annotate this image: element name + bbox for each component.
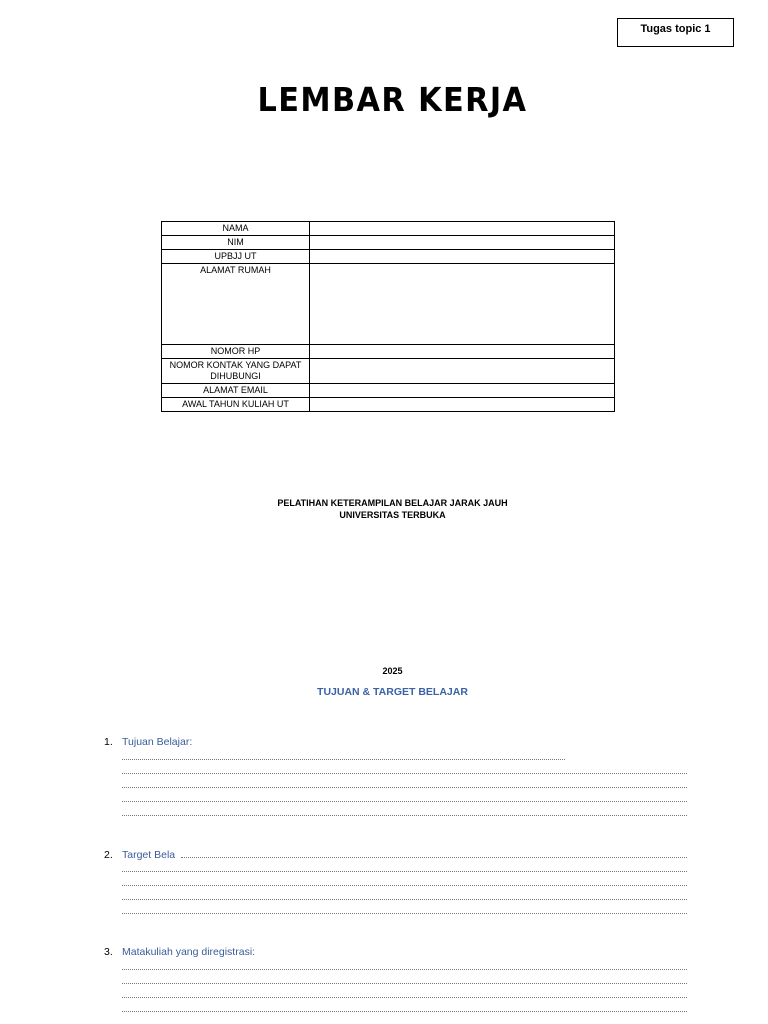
year: 2025 (382, 666, 403, 676)
row-label-nim: NIM (162, 236, 310, 250)
input-nomor-hp[interactable] (310, 345, 615, 359)
question-2 (104, 849, 175, 861)
question-label: Matakuliah yang diregistrasi: (122, 946, 256, 958)
table-row (162, 359, 615, 384)
input-awal-tahun[interactable] (310, 398, 615, 412)
row-label-nomor-kontak: NOMOR KONTAK YANG DAPAT DIHUBUNGI (162, 359, 310, 384)
row-label-nomor-hp: NOMOR HP (162, 345, 310, 359)
input-alamat-email[interactable] (310, 384, 615, 398)
question-label: Tujuan Belajar: (122, 736, 193, 748)
answer-line[interactable] (181, 857, 687, 858)
answer-line[interactable] (122, 997, 687, 998)
table-row (162, 384, 615, 398)
answer-line[interactable] (122, 759, 565, 760)
topic-tag: Tugas topic 1 (640, 23, 711, 35)
row-label-alamat-email: ALAMAT EMAIL (162, 384, 310, 398)
answer-line[interactable] (122, 983, 687, 984)
row-label-upbjj: UPBJJ UT (162, 250, 310, 264)
question-number: 3. (104, 946, 113, 958)
answer-line[interactable] (122, 1011, 687, 1012)
page-title: LEMBAR KERJA (257, 80, 528, 119)
input-alamat-rumah[interactable] (310, 264, 615, 345)
answer-line[interactable] (122, 787, 687, 788)
question-number: 2. (104, 849, 113, 861)
answer-line[interactable] (122, 969, 687, 970)
answer-line[interactable] (122, 773, 687, 774)
input-nama[interactable] (310, 222, 615, 236)
answer-line[interactable] (122, 801, 687, 802)
question-number: 1. (104, 736, 113, 748)
question-3 (104, 946, 255, 958)
input-upbjj[interactable] (310, 250, 615, 264)
table-row (162, 264, 615, 345)
table-row (162, 222, 615, 236)
program-name: PELATIHAN KETERAMPILAN BELAJAR JARAK JAUH (277, 498, 508, 508)
topic-tag-box (617, 18, 734, 47)
input-nim[interactable] (310, 236, 615, 250)
row-label-awal-tahun: AWAL TAHUN KULIAH UT (162, 398, 310, 412)
student-info-table (161, 221, 615, 412)
table-row (162, 250, 615, 264)
table-row (162, 345, 615, 359)
table-row (162, 398, 615, 412)
input-nomor-kontak[interactable] (310, 359, 615, 384)
question-1 (104, 736, 192, 748)
row-label-nama: NAMA (162, 222, 310, 236)
answer-line[interactable] (122, 815, 687, 816)
answer-line[interactable] (122, 871, 687, 872)
answer-line[interactable] (122, 913, 687, 914)
row-label-alamat-rumah: ALAMAT RUMAH (162, 264, 310, 345)
university-name: UNIVERSITAS TERBUKA (339, 510, 446, 520)
answer-line[interactable] (122, 899, 687, 900)
section-title: TUJUAN & TARGET BELAJAR (317, 686, 468, 698)
question-label: Target Bela (122, 849, 176, 861)
answer-line[interactable] (122, 885, 687, 886)
table-row (162, 236, 615, 250)
